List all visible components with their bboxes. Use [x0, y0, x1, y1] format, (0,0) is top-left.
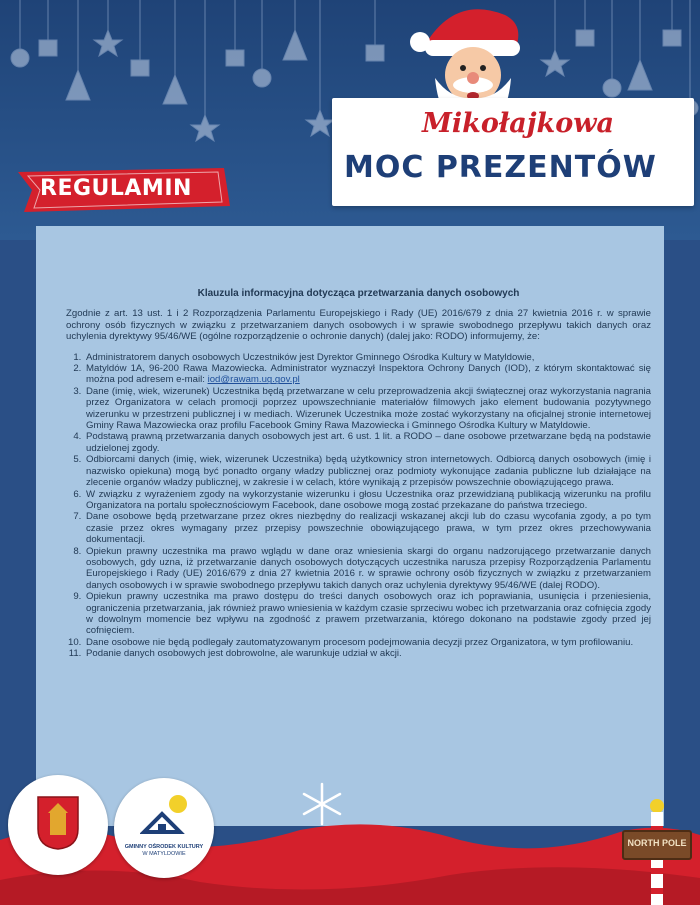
- document-intro: Zgodnie z art. 13 ust. 1 i 2 Rozporządzenia Parlamentu Europejskiego i Rady (UE) 2016/679 z dnia 27 kwietnia 2016 r. w sprawie ochrony osób fizycznych w związku z przetwarzaniem danych osobowych i w sprawie swobodnego przepływu takich danych oraz uchylenia dyrektywy 95/46/WE (ogólne rozporządzenie o ochronie danych) (dalej jako: RODO) informujemy, że:: [66, 308, 651, 343]
- list-item: 4. Podstawą prawną przetwarzania danych osobowych jest art. 6 ust. 1 lit. a RODO – dane osobowe przetwarzane będą na podstawie udzielonej zgody.: [84, 431, 651, 454]
- list-item: 1. Administratorem danych osobowych Uczestników jest Dyrektor Gminnego Ośrodka Kultury w Matyldowie,: [84, 352, 651, 363]
- list-item: 7. Dane osobowe będą przetwarzane przez okres niezbędny do realizacji wskazanej akcji lub do czasu wycofania zgody, a po tym czasie przez okres wymagany przez przepisy powszechnie obowiązującego prawa, w tym przez okres przechowywania dokumentacji.: [84, 511, 651, 545]
- list-item: 10. Dane osobowe nie będą podlegały zautomatyzowanym procesom podejmowania decyzji przez Organizatora, w tym profilowaniu.: [84, 637, 651, 648]
- list-item-text: Matyldów 1A, 96-200 Rawa Mazowiecka. Administrator wyznaczył Inspektora Ochrony Danych (IOD), z którym skontaktować się można pod adresem e-mail:: [86, 363, 651, 386]
- list-item: 8. Opiekun prawny uczestnika ma prawo wglądu w dane oraz wniesienia skargi do organu nadzorującego przetwarzanie danych osobowych, gdy uzna, iż przetwarzanie danych osobowych dotyczących uczestnika narusza przepisy Rozporządzenia Parlamentu Europejskiego i Rady (UE) 2016/679 z dnia 27 kwietnia 2016 r. w sprawie ochrony osób fizycznych w związku z przetwarzaniem danych osobowych i w sprawie swobodnego przepływu takich danych oraz uchylenia dyrektywy 95/46/WE (dalej RODO).: [84, 546, 651, 592]
- north-pole-sign: [622, 830, 692, 860]
- document-title: Klauzula informacyjna dotycząca przetwarzania danych osobowych: [197, 288, 520, 299]
- list-item: 11. Podanie danych osobowych jest dobrowolne, ale warunkuje udział w akcji.: [84, 648, 651, 659]
- coat-of-arms-icon: [36, 795, 80, 851]
- list-item: [84, 363, 651, 386]
- list-item: 3. Dane (imię, wiek, wizerunek) Uczestnika będą przetwarzane w celu przeprowadzenia akcji świątecznej oraz wykorzystania nagrania przez Organizatora w celach promocji poprzez upowszechnianie materiałów filmowych jako element budowania pozytywnego wizerunku w przestrzeni publicznej i w mediach. Wizerunek Uczestnika może zostać wykorzystany na oficjalnej stronie internetowej Gminy Rawa Mazowiecka oraz profilu Facebook Gminy Rawa Mazowiecka i Gminnego Ośrodka Kultury w Matyldowie.: [84, 386, 651, 432]
- logo-script-text: Mikołajkowa: [422, 108, 614, 139]
- gok-logo-icon: [140, 792, 192, 842]
- gok-name-line2: W MATYLDOWIE: [142, 851, 186, 857]
- banner-title: REGULAMIN: [40, 176, 192, 201]
- list-item: 9. Opiekun prawny uczestnika ma prawo dostępu do treści danych osobowych oraz ich poprawiania, usunięcia i przeniesienia, ograniczenia przetwarzania, jak również prawo wniesienia w każdym czasie sprzeciwu wobec ich przetwarzania oraz cofnięcia zgody w dowolnym momencie bez wpływu na zgodność z prawem przetwarzania, którego dokonano na podstawie zgody przed jej cofnięciem.: [84, 591, 651, 637]
- email-link[interactable]: iod@rawam.ug.gov.pl: [207, 374, 300, 386]
- content-panel: [36, 226, 664, 826]
- gok-badge: [114, 778, 214, 878]
- document-body: [66, 288, 651, 660]
- municipality-badge: [8, 775, 108, 875]
- clause-list: [66, 352, 651, 660]
- gok-name-line1: GMINNY OŚRODEK KULTURY: [124, 844, 204, 850]
- event-logo: [332, 98, 694, 206]
- list-item: 5. Odbiorcami danych (imię, wiek, wizerunek Uczestnika) będą użytkownicy stron internetowych. Odbiorcą danych osobowych (imię i nazwisko opiekuna) mogą być ponadto organy władzy publicznej oraz podmioty wykonujące zadania publiczne lub działające na zlecenie organów władzy publicznej, w zakresie i w celach, które wynikają z przepisów powszechnie obowiązującego prawa.: [84, 454, 651, 488]
- north-pole-label: NORTH POLE: [627, 838, 687, 848]
- list-item: 6. W związku z wyrażeniem zgody na wykorzystanie wizerunku i głosu Uczestnika oraz przewidzianą publikacją wizerunku na profilu Organizatora na portalu społecznościowym Facebook, dane osobowe mogą zostać przekazane do państwa trzeciego.: [84, 489, 651, 512]
- logo-main-text: MOC PREZENTÓW: [344, 150, 657, 185]
